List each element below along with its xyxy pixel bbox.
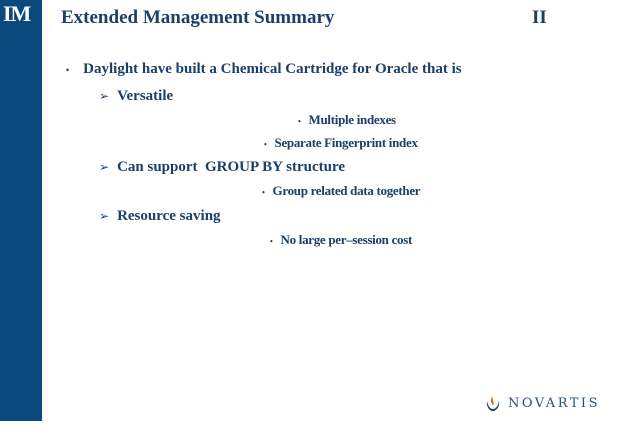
bullet-no-large-cost-text: No large per–session cost (280, 232, 413, 247)
bullet-group-by (99, 159, 345, 176)
bullet-separate-fingerprint (264, 135, 418, 151)
arrow-bullet-icon: ➢ (99, 160, 110, 174)
sidebar-band (0, 0, 42, 421)
bullet-resource-saving-text: Resource saving (117, 208, 221, 224)
bullet-dot-icon: • (270, 236, 273, 246)
bullet-separate-fingerprint-text: Separate Fingerprint index (274, 135, 418, 150)
slide-title-suffix: II (532, 7, 547, 28)
bullet-dot-icon: • (264, 139, 267, 149)
bullet-dot-icon: • (66, 64, 70, 75)
bullet-group-related-text: Group related data together (272, 183, 421, 198)
bullet-group-by-text: Can support GROUP BY structure (117, 159, 345, 175)
bullet-main (66, 61, 462, 78)
bullet-versatile (99, 88, 173, 105)
bullet-versatile-text: Versatile (117, 88, 174, 104)
slide-title: Extended Management Summary (61, 7, 335, 28)
bullet-dot-icon: • (262, 187, 265, 197)
bullet-dot-icon: • (298, 116, 301, 126)
bullet-multiple-indexes (298, 112, 396, 128)
bullet-resource-saving (99, 208, 221, 225)
bullet-group-related (262, 183, 420, 199)
novartis-logo (484, 393, 600, 413)
novartis-logo-text: NOVARTIS (508, 395, 600, 411)
arrow-bullet-icon: ➢ (99, 89, 110, 103)
bullet-no-large-cost (270, 232, 412, 248)
bullet-main-text: Daylight have built a Chemical Cartridge for Oracle that is (83, 61, 462, 77)
arrow-bullet-icon: ➢ (99, 209, 110, 223)
novartis-flame-icon (484, 393, 502, 413)
bullet-multiple-indexes-text: Multiple indexes (308, 112, 396, 127)
sidebar-label: IM (3, 1, 31, 26)
